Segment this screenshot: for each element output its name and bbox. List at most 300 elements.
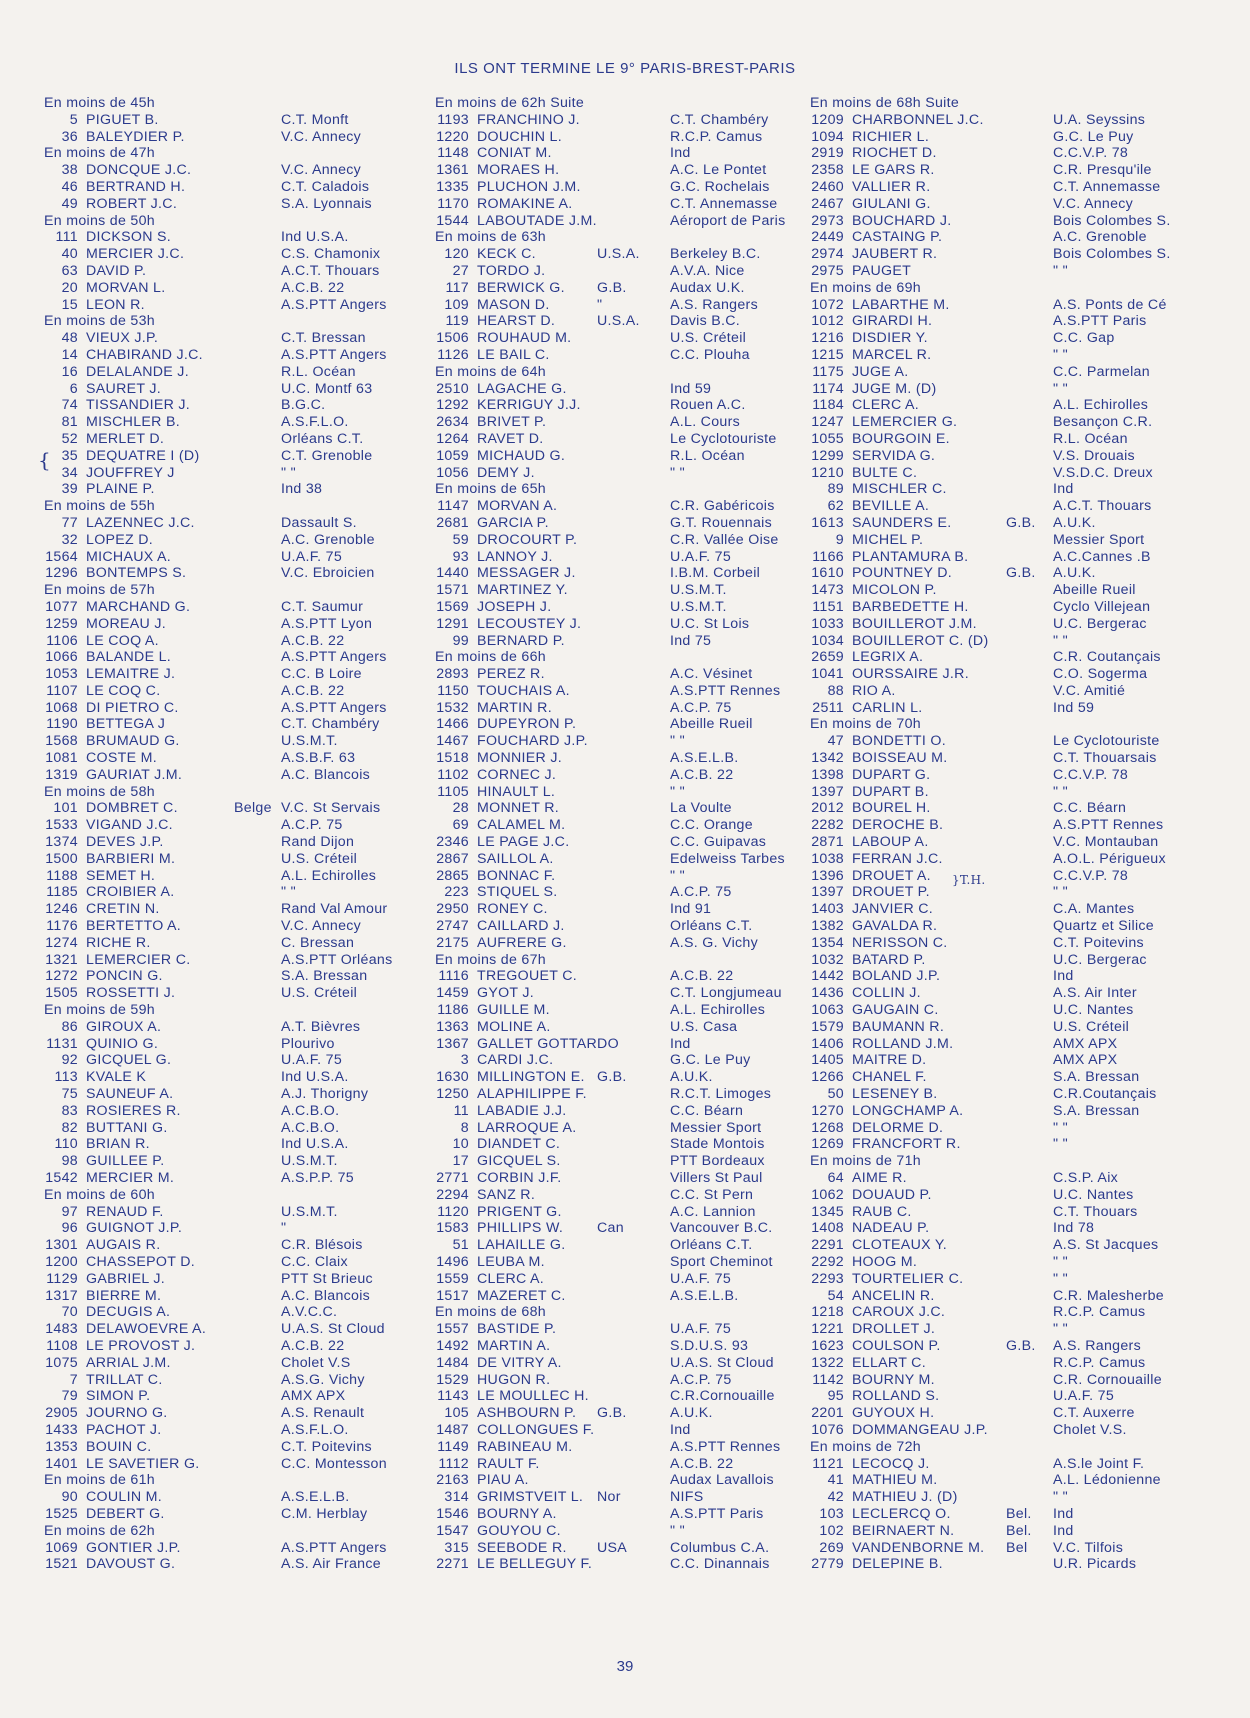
rider-name: KERRIGUY J.J. xyxy=(477,397,581,414)
rider-club: A.V.C.C. xyxy=(281,1304,338,1321)
rider-number: 1264 xyxy=(436,430,469,447)
rider-number: 10 xyxy=(452,1136,469,1153)
rider-number: 1397 xyxy=(811,884,844,901)
rider-name: MOLINE A. xyxy=(477,1018,551,1035)
rider-name: RABINEAU M. xyxy=(477,1438,573,1455)
rider-club: C.A. Mantes xyxy=(1053,901,1135,918)
rider-name: BATARD P. xyxy=(852,951,926,968)
rider-club: Villers St Paul xyxy=(670,1170,763,1186)
rider-name: SERVIDA G. xyxy=(852,447,936,464)
rider-club: A.S. Renault xyxy=(281,1405,365,1422)
rider-club: U.C. Bergerac xyxy=(1053,615,1147,632)
rider-club: Ind 59 xyxy=(1053,699,1095,716)
rider-number: 2634 xyxy=(436,414,469,431)
rider-number: 15 xyxy=(61,296,78,313)
section-label: En moins de 72h xyxy=(810,1438,921,1455)
rider-number: 1105 xyxy=(437,783,469,800)
rider-number: 1121 xyxy=(812,1455,844,1472)
rider-club: A.L. Echirolles xyxy=(1053,397,1149,414)
rider-number: 1129 xyxy=(46,1270,78,1287)
rider-name: BETTEGA J xyxy=(86,716,166,733)
rider-club: Messier Sport xyxy=(670,1119,762,1136)
rider-number: 1322 xyxy=(811,1354,844,1371)
rider-name: LABADIE J.J. xyxy=(477,1102,567,1119)
rider-club: C.C. B Loire xyxy=(281,666,362,683)
rider-number: 1301 xyxy=(45,1237,78,1254)
rider-number: 1317 xyxy=(45,1287,78,1304)
rider-number: 1151 xyxy=(812,598,844,615)
rider-club: C.C. Orange xyxy=(670,817,753,834)
rider-number: 1148 xyxy=(437,145,469,162)
rider-club: Ind U.S.A. xyxy=(281,1069,349,1086)
rider-number: 62 xyxy=(827,498,844,515)
rider-number: 1484 xyxy=(436,1354,469,1371)
rider-number: 1059 xyxy=(436,447,469,464)
rider-club: V.C. Annecy xyxy=(1053,195,1134,212)
rider-name: JUGE A. xyxy=(852,363,909,380)
rider-name: RICHE R. xyxy=(86,934,151,951)
rider-number: 2282 xyxy=(811,817,844,834)
rider-club: A.C.B. 22 xyxy=(281,632,345,649)
rider-club: Sport Cheminot xyxy=(670,1253,773,1270)
rider-club: A.S.F.L.O. xyxy=(281,1421,349,1438)
rider-club: A.S.PTT Angers xyxy=(281,1539,387,1556)
rider-club: A.S.PTT Rennes xyxy=(670,1438,781,1455)
rider-number: 2975 xyxy=(811,262,844,279)
rider-number: 2867 xyxy=(436,850,469,867)
rider-number: 59 xyxy=(452,531,469,548)
section-label: En moins de 66h xyxy=(435,649,546,666)
rider-club: A.S. Ponts de Cé xyxy=(1053,296,1167,313)
rider-number: 96 xyxy=(61,1220,78,1237)
rider-name: MARTIN R. xyxy=(477,699,552,716)
rider-name: BOUILLEROT J.M. xyxy=(852,615,977,632)
rider-number: 52 xyxy=(61,430,78,447)
rider-name: KECK C. xyxy=(477,246,536,263)
rider-club: R.C.P. Camus xyxy=(1053,1354,1146,1371)
rider-number: 7 xyxy=(69,1371,78,1388)
rider-number: 1116 xyxy=(438,968,469,985)
rider-club: C.T. Monft xyxy=(281,111,349,128)
rider-number: 98 xyxy=(61,1153,78,1170)
rider-number: 2510 xyxy=(436,380,469,397)
rider-name: LEON R. xyxy=(86,296,145,313)
rider-club: " " xyxy=(281,884,296,901)
rider-number: 1557 xyxy=(436,1321,469,1338)
rider-number: 1186 xyxy=(437,1002,469,1019)
rider-club: U.S.M.T. xyxy=(281,733,338,750)
rider-club: A.S.E.L.B. xyxy=(670,750,739,767)
rider-name: BEIRNAERT N. xyxy=(852,1522,955,1539)
rider-number: 1354 xyxy=(811,934,844,951)
rider-number: 1321 xyxy=(45,951,78,968)
rider-number: 223 xyxy=(444,884,469,901)
rider-club: U.C. Nantes xyxy=(1053,1186,1134,1203)
rider-number: 1583 xyxy=(436,1220,469,1237)
rider-number: 1487 xyxy=(436,1421,469,1438)
rider-number: 82 xyxy=(61,1119,78,1136)
section-label: En moins de 71h xyxy=(810,1153,921,1170)
rider-number: 1459 xyxy=(436,985,469,1002)
rider-country: USA xyxy=(597,1539,628,1556)
rider-name: RONEY C. xyxy=(477,901,548,918)
section-label: En moins de 57h xyxy=(44,582,155,599)
rider-name: ALAPHILIPPE F. xyxy=(477,1086,587,1103)
section-label: En moins de 68h xyxy=(435,1304,546,1321)
rider-club: C.T. Annemasse xyxy=(1053,178,1161,195)
rider-name: BERWICK G. xyxy=(477,279,565,296)
rider-number: 1220 xyxy=(436,128,469,145)
rider-name: ROSIERES R. xyxy=(86,1102,181,1119)
rider-club: R.C.P. Camus xyxy=(1053,1304,1146,1321)
rider-club: A.S.PTT Paris xyxy=(670,1505,764,1522)
rider-club: A.S. Rangers xyxy=(1053,1337,1141,1354)
rider-club: C.T. Thouarsais xyxy=(1053,750,1157,767)
rider-name: DE VITRY A. xyxy=(477,1354,562,1371)
rider-number: 88 xyxy=(827,682,844,699)
rider-number: 109 xyxy=(444,296,469,313)
rider-name: GONTIER J.P. xyxy=(86,1539,181,1556)
rider-number: 81 xyxy=(61,414,78,431)
rider-number: 34 xyxy=(61,464,78,481)
rider-country: G.B. xyxy=(597,279,627,296)
rider-name: VIGAND J.C. xyxy=(86,817,173,834)
rider-number: 1296 xyxy=(45,565,78,582)
rider-number: 1505 xyxy=(45,985,78,1002)
rider-club: Le Cyclotouriste xyxy=(670,430,777,447)
rider-club: A.S.PTT Rennes xyxy=(670,682,781,699)
rider-club: U.C. St Lois xyxy=(670,615,750,632)
rider-number: 1209 xyxy=(811,111,844,128)
rider-name: BOUCHARD J. xyxy=(852,212,952,229)
rider-number: 1436 xyxy=(811,985,844,1002)
rider-name: CORNEC J. xyxy=(477,766,557,783)
rider-club: " " xyxy=(1053,1119,1068,1136)
rider-number: 1166 xyxy=(812,548,844,565)
rider-number: 1403 xyxy=(811,901,844,918)
rider-number: 2974 xyxy=(811,246,844,263)
rider-name: AIME R. xyxy=(852,1170,907,1186)
rider-club: U.C. Bergerac xyxy=(1053,951,1147,968)
rider-name: FOUCHARD J.P. xyxy=(477,733,588,750)
rider-name: CAROUX J.C. xyxy=(852,1304,946,1321)
rider-name: LECOCQ J. xyxy=(852,1455,930,1472)
rider-name: LAGACHE G. xyxy=(477,380,567,397)
rider-name: LAHAILLE G. xyxy=(477,1237,566,1254)
rider-club: A.C. Le Pontet xyxy=(670,162,767,179)
rider-name: LE PAGE J.C. xyxy=(477,834,570,851)
rider-name: LEMAITRE J. xyxy=(86,666,176,683)
rider-number: 1542 xyxy=(45,1170,78,1186)
rider-number: 1518 xyxy=(436,750,469,767)
rider-club: U.A.S. St Cloud xyxy=(670,1354,774,1371)
rider-club: Cholet V.S. xyxy=(1053,1421,1127,1438)
rider-name: DEBERT G. xyxy=(86,1505,165,1522)
rider-name: LE MOULLEC H. xyxy=(477,1388,589,1405)
rider-club: C.C. Béarn xyxy=(670,1102,744,1119)
rider-name: LE BELLEGUY F. xyxy=(477,1556,593,1573)
rider-club: U.S. Créteil xyxy=(281,850,358,867)
rider-club: U.S. Créteil xyxy=(281,985,358,1002)
rider-number: 1034 xyxy=(811,632,844,649)
rider-club: B.G.C. xyxy=(281,397,326,414)
rider-number: 1210 xyxy=(811,464,844,481)
rider-number: 110 xyxy=(54,1136,78,1153)
rider-club: S.A. Bressan xyxy=(281,968,368,985)
rider-number: 2779 xyxy=(811,1556,844,1573)
rider-number: 1269 xyxy=(811,1136,844,1153)
rider-name: MISCHLER B. xyxy=(86,414,180,431)
rider-number: 1120 xyxy=(437,1203,469,1220)
rider-name: LOPEZ D. xyxy=(86,531,154,548)
rider-club: U.C. Montf 63 xyxy=(281,380,373,397)
rider-club: Orléans C.T. xyxy=(670,1237,753,1254)
rider-club: Messier Sport xyxy=(1053,531,1145,548)
rider-name: JUGE M. (D) xyxy=(852,380,937,397)
rider-name: SIMON P. xyxy=(86,1388,151,1405)
rider-club: C.T. Poitevins xyxy=(1053,934,1144,951)
rider-club: C.C. St Pern xyxy=(670,1186,754,1203)
rider-club: C.T. Grenoble xyxy=(281,447,373,464)
rider-name: GIROUX A. xyxy=(86,1018,162,1035)
rider-number: 1066 xyxy=(45,649,78,666)
rider-club: " " xyxy=(670,783,685,800)
rider-number: 1363 xyxy=(436,1018,469,1035)
rider-name: RICHIER L. xyxy=(852,128,930,145)
rider-number: 1215 xyxy=(811,346,844,363)
rider-club: Stade Montois xyxy=(670,1136,765,1153)
rider-name: SAURET J. xyxy=(86,380,161,397)
rider-club: Rand Val Amour xyxy=(281,901,388,918)
rider-number: 2358 xyxy=(811,162,844,179)
rider-name: GAVALDA R. xyxy=(852,918,938,935)
rider-number: 39 xyxy=(61,481,78,498)
rider-number: 90 xyxy=(61,1489,78,1506)
rider-club: U.A.F. 75 xyxy=(670,1270,732,1287)
rider-name: MONNIER J. xyxy=(477,750,562,767)
rider-number: 1012 xyxy=(811,313,844,330)
rider-club: C.R.Cornouaille xyxy=(670,1388,775,1405)
section-label: En moins de 70h xyxy=(810,716,921,733)
rider-name: HINAULT L. xyxy=(477,783,556,800)
rider-number: 77 xyxy=(61,514,78,531)
rider-name: VALLIER R. xyxy=(852,178,931,195)
rider-club: A.S.PTT Angers xyxy=(281,649,387,666)
rider-name: MATHIEU M. xyxy=(852,1472,938,1489)
rider-name: LABOUP A. xyxy=(852,834,929,851)
rider-club: AMX APX xyxy=(1053,1035,1118,1052)
rider-club: A.C.P. 75 xyxy=(670,884,732,901)
rider-name: BERTRAND H. xyxy=(86,178,186,195)
rider-name: MOREAU J. xyxy=(86,615,166,632)
rider-name: GRIMSTVEIT L. xyxy=(477,1489,584,1506)
rider-club: " " xyxy=(1053,380,1068,397)
rider-name: DEVES J.P. xyxy=(86,834,164,851)
rider-club: R.C.T. Limoges xyxy=(670,1086,772,1103)
rider-club: C.T. Bressan xyxy=(281,330,366,347)
rider-name: MERCIER J.C. xyxy=(86,246,185,263)
rider-club: " " xyxy=(1053,1489,1068,1506)
rider-number: 1342 xyxy=(811,750,844,767)
rider-name: PAUGET xyxy=(852,262,912,279)
rider-club: A.C.T. Thouars xyxy=(1053,498,1152,515)
rider-name: PLAINE P. xyxy=(86,481,155,498)
rider-number: 1546 xyxy=(436,1505,469,1522)
rider-number: 1579 xyxy=(811,1018,844,1035)
rider-club: C.C.V.P. 78 xyxy=(1053,867,1129,884)
rider-club: Cyclo Villejean xyxy=(1053,598,1151,615)
rider-name: BAUMANN R. xyxy=(852,1018,945,1035)
rider-name: SAUNDERS E. xyxy=(852,514,952,531)
rider-club: Columbus C.A. xyxy=(670,1539,770,1556)
rider-club: A.S.PTT Angers xyxy=(281,346,387,363)
rider-number: 113 xyxy=(54,1069,78,1086)
rider-country: U.S.A. xyxy=(597,313,640,330)
rider-number: 1094 xyxy=(811,128,844,145)
rider-name: BERTETTO A. xyxy=(86,918,182,935)
rider-number: 1250 xyxy=(436,1086,469,1103)
rider-number: 48 xyxy=(61,330,78,347)
rider-name: DUPART G. xyxy=(852,766,931,783)
rider-name: LEGRIX A. xyxy=(852,649,924,666)
rider-country: G.B. xyxy=(597,1405,627,1422)
rider-club: Orléans C.T. xyxy=(281,430,364,447)
rider-number: 99 xyxy=(452,632,469,649)
rider-name: LECOUSTEY J. xyxy=(477,615,582,632)
rider-name: MASON D. xyxy=(477,296,550,313)
rider-club: Cholet V.S xyxy=(281,1354,351,1371)
rider-number: 1466 xyxy=(436,716,469,733)
rider-club: Abeille Rueil xyxy=(1053,582,1136,599)
rider-name: ROSSETTI J. xyxy=(86,985,176,1002)
rider-club: " " xyxy=(670,464,685,481)
rider-number: 1467 xyxy=(436,733,469,750)
rider-club: " " xyxy=(1053,1136,1068,1153)
rider-name: SEMET H. xyxy=(86,867,156,884)
rider-number: 1076 xyxy=(811,1421,844,1438)
rider-name: GOUYOU C. xyxy=(477,1522,561,1539)
rider-number: 2163 xyxy=(436,1472,469,1489)
rider-name: ELLART C. xyxy=(852,1354,926,1371)
rider-number: 1126 xyxy=(437,346,469,363)
rider-number: 49 xyxy=(61,195,78,212)
rider-country: U.S.A. xyxy=(597,246,640,263)
rider-number: 70 xyxy=(61,1304,78,1321)
rider-name: VANDENBORNE M. xyxy=(852,1539,985,1556)
rider-name: RIO A. xyxy=(852,682,896,699)
rider-number: 93 xyxy=(452,548,469,565)
rider-club: Davis B.C. xyxy=(670,313,741,330)
rider-club: C.R.Coutançais xyxy=(1053,1086,1157,1103)
rider-number: 1072 xyxy=(811,296,844,313)
rider-club: Orléans C.T. xyxy=(670,918,753,935)
rider-number: 1075 xyxy=(45,1354,78,1371)
rider-club: Besançon C.R. xyxy=(1053,414,1153,431)
rider-number: 1200 xyxy=(45,1253,78,1270)
rider-number: 2511 xyxy=(812,699,844,716)
rider-club: V.S.D.C. Dreux xyxy=(1053,464,1153,481)
rider-club: C.T. Longjumeau xyxy=(670,985,782,1002)
rider-name: NADEAU P. xyxy=(852,1220,930,1237)
rider-club: A.C.P. 75 xyxy=(281,817,343,834)
rider-name: CLERC A. xyxy=(852,397,920,414)
rider-club: C.O. Sogerma xyxy=(1053,666,1148,683)
rider-club: Ind U.S.A. xyxy=(281,229,349,246)
rider-number: 1299 xyxy=(811,447,844,464)
rider-club: C.C. Béarn xyxy=(1053,800,1127,817)
rider-number: 1246 xyxy=(45,901,78,918)
rider-number: 50 xyxy=(827,1086,844,1103)
rider-club: Berkeley B.C. xyxy=(670,246,761,263)
section-label: En moins de 64h xyxy=(435,363,546,380)
rider-club: PTT St Brieuc xyxy=(281,1270,373,1287)
rider-name: BRIVET P. xyxy=(477,414,547,431)
rider-number: 1142 xyxy=(812,1371,844,1388)
rider-club: A.S.PTT Rennes xyxy=(1053,817,1164,834)
rider-name: BRUMAUD G. xyxy=(86,733,180,750)
rider-number: 1174 xyxy=(812,380,844,397)
rider-number: 27 xyxy=(452,262,469,279)
rider-name: AUFRERE G. xyxy=(477,934,567,951)
rider-club: " xyxy=(281,1220,287,1237)
rider-club: Ind U.S.A. xyxy=(281,1136,349,1153)
rider-country: " xyxy=(597,296,603,313)
rider-club: A.C. Blancois xyxy=(281,1287,371,1304)
rider-country: G.B. xyxy=(1006,1337,1036,1354)
rider-number: 1473 xyxy=(811,582,844,599)
rider-club: A.C.B. 22 xyxy=(281,1337,345,1354)
rider-number: 1218 xyxy=(811,1304,844,1321)
rider-club: " " xyxy=(1053,1270,1068,1287)
rider-club: A.C. Grenoble xyxy=(281,531,375,548)
rider-number: 2293 xyxy=(811,1270,844,1287)
rider-number: 1568 xyxy=(45,733,78,750)
rider-number: 1401 xyxy=(45,1455,78,1472)
rider-name: COLLONGUES F. xyxy=(477,1421,595,1438)
rider-club: A.U.K. xyxy=(670,1405,713,1422)
rider-name: DELAWOEVRE A. xyxy=(86,1321,207,1338)
rider-club: A.S.PTT Paris xyxy=(1053,313,1147,330)
rider-club: A.S.PTT Angers xyxy=(281,296,387,313)
rider-club: Bois Colombes S. xyxy=(1053,212,1171,229)
rider-name: RAUB C. xyxy=(852,1203,912,1220)
rider-name: GICQUEL S. xyxy=(477,1153,561,1170)
rider-number: 314 xyxy=(444,1489,469,1506)
rider-name: GYOT J. xyxy=(477,985,535,1002)
rider-name: CARDI J.C. xyxy=(477,1052,554,1069)
rider-number: 1623 xyxy=(811,1337,844,1354)
rider-club: Ind xyxy=(1053,968,1074,985)
section-label: En moins de 63h xyxy=(435,229,546,246)
rider-name: POUNTNEY D. xyxy=(852,565,953,582)
rider-name: MAZERET C. xyxy=(477,1287,566,1304)
rider-name: DISDIER Y. xyxy=(852,330,928,347)
rider-club: V.S. Drouais xyxy=(1053,447,1135,464)
rider-number: 1247 xyxy=(811,414,844,431)
rider-club: C.C.V.P. 78 xyxy=(1053,145,1129,162)
rider-club: Ind 59 xyxy=(670,380,712,397)
rider-name: HUGON R. xyxy=(477,1371,551,1388)
rider-name: LE SAVETIER G. xyxy=(86,1455,200,1472)
rider-name: TORDO J. xyxy=(477,262,546,279)
rider-club: G.C. Le Puy xyxy=(1053,128,1134,145)
rider-number: 51 xyxy=(452,1237,469,1254)
rider-number: 69 xyxy=(452,817,469,834)
rider-number: 2871 xyxy=(811,834,844,851)
rider-name: JOUFFREY J xyxy=(86,464,175,481)
rider-name: DIANDET C. xyxy=(477,1136,561,1153)
rider-number: 11 xyxy=(453,1102,469,1119)
